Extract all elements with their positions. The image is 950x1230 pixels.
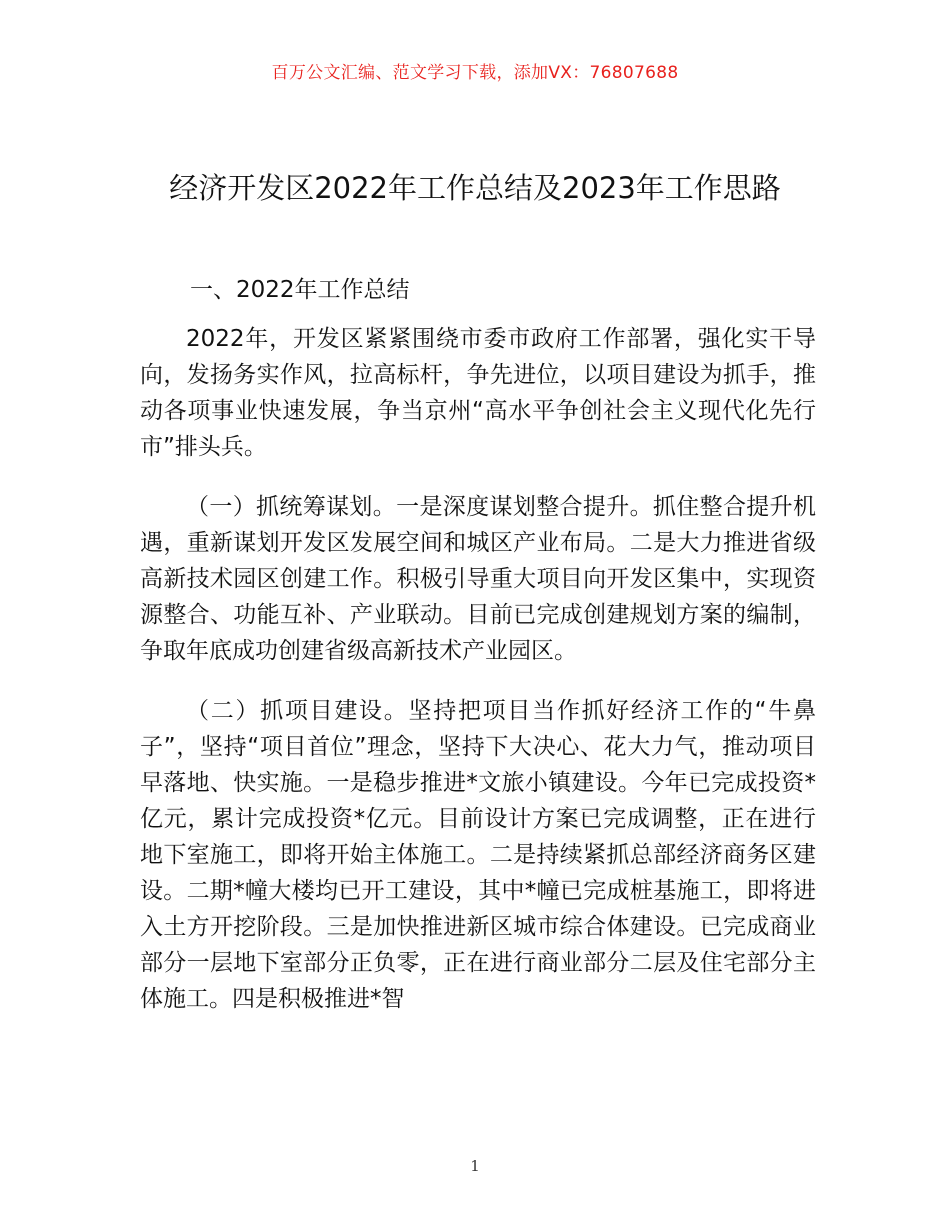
paragraph-projects: （二）抓项目建设。坚持把项目当作抓好经济工作的“牛鼻子”，坚持“项目首位”理念，坚持下大决心、花大力气，推动项目早落地、快实施。一是稳步推进*文旅小镇建设。今年已完成投资*亿元，累计完成投资*亿元。目前设计方案已完成调整，正在进行地下室施工，即将开始主体施工。二是持续紧抓总部经济商务区建设。二期*幢大楼均已开工建设，其中*幢已完成桩基施工，即将进入土方开挖阶段。三是加快推进新区城市综合体建设。已完成商业部分一层地下室部分正负零，正在进行商业部分二层及住宅部分主体施工。四是积极推进*智: [140, 698, 816, 1012]
page-number: 1: [470, 1157, 480, 1175]
paragraph-planning: （一）抓统筹谋划。一是深度谋划整合提升。抓住整合提升机遇，重新谋划开发区发展空间和城区产业布局。二是大力推进省级高新技术园区创建工作。积极引导重大项目向开发区集中，实现资源整合、功能互补、产业联动。目前已完成创建规划方案的编制，争取年底成功创建省级高新技术产业园区。: [140, 494, 816, 664]
header-note: 百万公文汇编、范文学习下载，添加VX：76807688: [271, 63, 679, 83]
document-title: 经济开发区2022年工作总结及2023年工作思路: [169, 171, 781, 205]
document-body: [140, 272, 816, 1017]
section-heading: 一、2022年工作总结: [190, 277, 410, 303]
paragraph-intro: 2022年，开发区紧紧围绕市委市政府工作部署，强化实干导向，发扬务实作风，拉高标杆，争先进位，以项目建设为抓手，推动各项事业快速发展，争当京州“高水平争创社会主义现代化先行市”排头兵。: [140, 326, 816, 460]
